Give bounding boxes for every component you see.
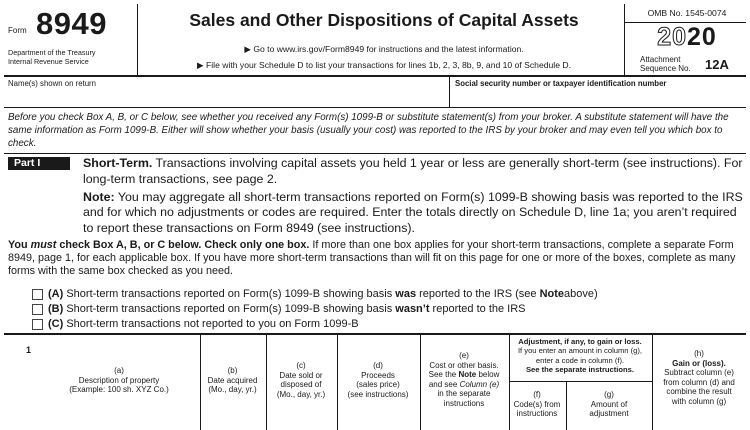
col-h-line-5: with column (g) bbox=[671, 396, 727, 406]
col-f-letter: (f) bbox=[533, 390, 541, 399]
adjustment-header bbox=[509, 337, 651, 375]
column-d-header bbox=[337, 361, 419, 399]
row-number: 1 bbox=[26, 345, 32, 355]
name-row-bottom-rule bbox=[4, 107, 746, 108]
adj-title: Adjustment, if any, to gain or loss. bbox=[518, 337, 642, 346]
note-paragraph bbox=[83, 190, 743, 236]
header-bottom-rule bbox=[4, 75, 746, 77]
col-d-line-3: (see instructions) bbox=[347, 389, 409, 399]
col-c-line-1: Date sold or bbox=[279, 370, 323, 380]
note-text: You may aggregate all short-term transactions reported on Form(s) 1099-B showing basis was reported to the IRS and for which no adjustments or codes are required. Enter the totals directly on Schedule D, line 1a; you aren’t required to report these transactions on Form 8949 (see instructions). bbox=[83, 190, 743, 235]
col-c-line-2: disposed of bbox=[280, 380, 322, 390]
col-e-line-1: Cost or other basis. bbox=[429, 360, 499, 370]
checkbox-b[interactable] bbox=[32, 304, 43, 315]
col-a-line-1: Description of property bbox=[78, 375, 160, 385]
form-title: Sales and Other Dispositions of Capital Assets bbox=[189, 10, 579, 30]
col-e-line-3 bbox=[420, 380, 508, 390]
col-e-line-3a: and see bbox=[428, 379, 460, 389]
header-divider-right bbox=[624, 4, 625, 75]
column-g-header bbox=[566, 390, 652, 419]
col-f-line-2: instructions bbox=[516, 409, 558, 419]
note-label: Note: bbox=[83, 190, 115, 204]
adjustment-rule bbox=[509, 381, 652, 382]
tax-year bbox=[628, 23, 746, 52]
checkbox-row-a[interactable] bbox=[32, 288, 598, 300]
attachment-line-1: Attachment bbox=[640, 55, 681, 64]
adj-line-2: If you enter an amount in column (g), bbox=[517, 346, 643, 356]
form-number: 8949 bbox=[36, 6, 107, 41]
year-outline: 20 bbox=[657, 23, 687, 51]
col-g-line-1: Amount of bbox=[590, 399, 628, 409]
col-h-line-2: Subtract column (e) bbox=[664, 368, 734, 378]
col-e-line-2b: Note bbox=[458, 370, 477, 380]
column-b-header bbox=[200, 366, 265, 395]
checkbox-c-letter: (C) bbox=[48, 318, 64, 330]
attachment-label bbox=[640, 55, 691, 73]
checkbox-b-text-pre: Short-term transactions reported on Form(s) 1099-B showing basis bbox=[63, 303, 396, 315]
col-g-letter: (g) bbox=[604, 390, 614, 399]
form-word: Form bbox=[8, 26, 27, 35]
short-term-title: Short-Term. bbox=[83, 156, 153, 170]
must-you: You bbox=[8, 239, 31, 251]
checkbox-c[interactable] bbox=[32, 319, 43, 330]
checkbox-a-text-post: reported to the IRS (see bbox=[416, 288, 540, 300]
ssn-field[interactable] bbox=[452, 90, 744, 106]
dept-line-1: Department of the Treasury bbox=[8, 48, 96, 57]
col-d-letter: (d) bbox=[373, 361, 383, 370]
col-h-line-1: Gain or (loss). bbox=[672, 358, 726, 368]
intro-paragraph: Before you check Box A, B, or C below, see whether you received any Form(s) 1099-B or substitute statement(s) from your broker. A substitute statement will have the same information as Form 1099-B. Either will show whether your basis (usually your cost) was reported to the IRS by your broker and may even tell you which box to check. bbox=[8, 112, 729, 149]
column-e-header bbox=[420, 351, 508, 409]
col-d-line-1: Proceeds bbox=[361, 370, 395, 380]
col-a-letter: (a) bbox=[114, 366, 124, 375]
col-h-line-4: combine the result bbox=[666, 387, 732, 397]
name-field[interactable] bbox=[6, 90, 446, 106]
col-e-line-2c: below bbox=[476, 370, 500, 380]
col-a-line-2: (Example: 100 sh. XYZ Co.) bbox=[69, 385, 169, 395]
checkbox-row-b[interactable] bbox=[32, 303, 526, 315]
adj-line-4: See the separate instructions. bbox=[525, 365, 635, 375]
column-f-header bbox=[509, 390, 565, 419]
omb-number: OMB No. 1545-0074 bbox=[647, 8, 727, 18]
year-bold: 20 bbox=[687, 23, 717, 51]
col-e-line-4: in the separate bbox=[437, 389, 491, 399]
short-term-heading bbox=[83, 156, 743, 187]
instruction-line-1: ▶ Go to www.irs.gov/Form8949 for instructions and the latest information. bbox=[244, 44, 524, 54]
checkbox-b-text-post: reported to the IRS bbox=[429, 303, 526, 315]
checkbox-row-c[interactable] bbox=[32, 318, 359, 330]
col-b-line-2: (Mo., day, yr.) bbox=[208, 385, 257, 395]
attachment-line-2: Sequence No. bbox=[640, 64, 691, 73]
intro-bottom-rule bbox=[4, 153, 746, 154]
col-b-letter: (b) bbox=[227, 366, 238, 375]
name-ssn-divider bbox=[449, 77, 450, 107]
instruction-line-2: ▶ File with your Schedule D to list your transactions for lines 1b, 2, 3, 8b, 9, and 10 of Schedule D. bbox=[197, 60, 571, 70]
col-f-line-1: Code(s) from bbox=[513, 399, 561, 409]
header-divider-left bbox=[137, 4, 138, 75]
must-word: must bbox=[30, 239, 57, 251]
checkbox-a[interactable] bbox=[32, 289, 43, 300]
col-e-letter: (e) bbox=[459, 351, 469, 360]
col-g-line-2: adjustment bbox=[589, 409, 629, 419]
department-label bbox=[8, 48, 96, 66]
checkbox-b-text-bold: wasn’t bbox=[395, 303, 430, 315]
name-label: Name(s) shown on return bbox=[8, 79, 96, 88]
checkbox-a-text-bold2: Note bbox=[539, 288, 565, 300]
must-check-paragraph bbox=[8, 239, 744, 278]
col-c-line-3: (Mo., day, yr.) bbox=[276, 389, 326, 399]
col-d-line-2: (sales price) bbox=[356, 380, 400, 390]
col-e-line-2a: See the bbox=[428, 370, 459, 380]
column-a-header bbox=[44, 366, 194, 395]
checkbox-a-text-bold: was bbox=[395, 288, 417, 300]
dept-line-2: Internal Revenue Service bbox=[8, 57, 89, 66]
part-label: Part I bbox=[8, 157, 70, 170]
col-e-line-5: instructions bbox=[443, 398, 485, 408]
checkbox-a-text-pre: Short-term transactions reported on Form(s) 1099-B showing basis bbox=[63, 288, 396, 300]
must-rest: If more than one box applies for your short-term transactions, complete a separate Form 8949, page 1, for each applicable box. If you have more short-term transactions than will fit on this page for one or more of the boxes, complete as many forms with the same box checked as you need. bbox=[8, 239, 736, 277]
col-c-letter: (c) bbox=[296, 361, 306, 370]
col-e-line-2 bbox=[420, 370, 508, 380]
sequence-number: 12A bbox=[705, 57, 729, 72]
column-c-header bbox=[266, 361, 336, 399]
adj-line-3: enter a code in column (f). bbox=[535, 355, 625, 365]
col-e-line-3b: Column (e) bbox=[459, 379, 500, 389]
col-b-line-1: Date acquired bbox=[207, 375, 258, 385]
ssn-label: Social security number or taxpayer identification number bbox=[455, 79, 667, 88]
table-top-rule bbox=[4, 333, 746, 335]
checkbox-a-text-end: above) bbox=[564, 288, 598, 300]
checkbox-c-text-pre: Short-term transactions not reported to you on Form 1099-B bbox=[63, 318, 359, 330]
column-h-header bbox=[652, 349, 746, 407]
col-h-line-3: from column (d) and bbox=[663, 377, 735, 387]
must-bold-rest: check Box A, B, or C below. Check only one box. bbox=[56, 239, 310, 251]
short-term-text: Transactions involving capital assets you held 1 year or less are generally short-term (see instructions). For long-term transactions, see page 2. bbox=[83, 156, 743, 186]
checkbox-a-letter: (A) bbox=[48, 288, 64, 300]
checkbox-b-letter: (B) bbox=[48, 303, 64, 315]
col-h-letter: (h) bbox=[694, 349, 704, 358]
